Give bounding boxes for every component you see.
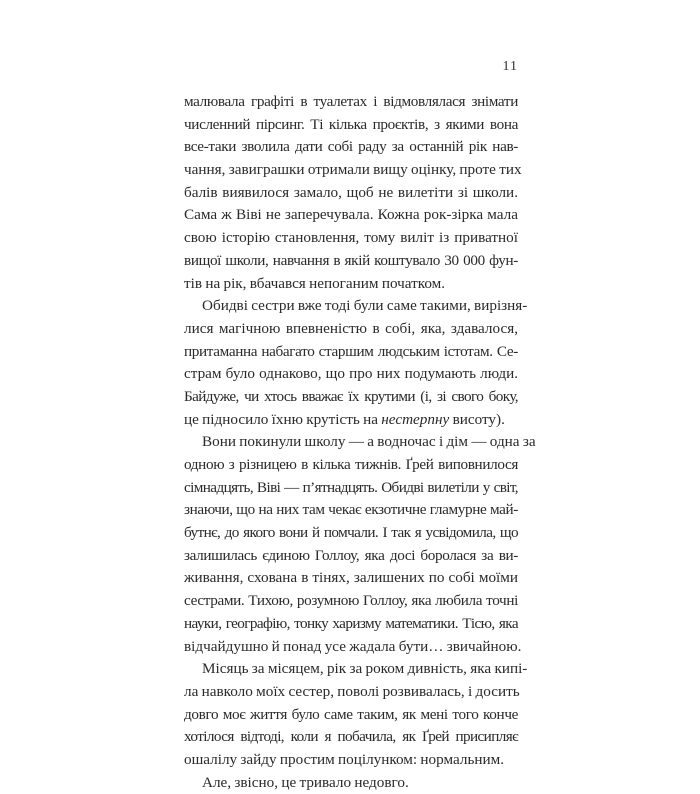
text-line: Байдуже, чи хтось вважає їх крутими (і, зі свого боку, — [184, 387, 518, 405]
text-line: сестрами. Тихою, розумною Голлоу, яка любила точні — [184, 592, 518, 610]
text-line: Але, звісно, це тривало недовго. — [202, 773, 409, 791]
page-number: 11 — [502, 59, 518, 74]
text-line: вищої школи, навчання в якій коштувало 30 000 фун- — [184, 251, 518, 269]
text-line: лися магічною впевненістю в собі, яка, здавалося, — [184, 319, 518, 337]
text-line: ла навколо моїх сестер, поволі розвивалась, і досить — [184, 682, 520, 700]
text-line: численний пірсинг. Ті кілька проєктів, з якими вона — [184, 115, 518, 133]
body-text — [184, 91, 536, 794]
text-line: Місяць за місяцем, рік за роком дивність, яка кипі- — [202, 660, 528, 678]
text-line: балів виявилося замало, щоб не вилетіти зі школи. — [184, 183, 518, 201]
text-line: залишилась єдиною Голлоу, яка досі боролася за ви- — [184, 546, 518, 564]
text-line: свою історію становлення, тому виліт із приватної — [184, 229, 518, 247]
text-line: хотілося відтоді, коли я побачила, як Ґрей присипляє — [184, 728, 518, 746]
text-line — [184, 409, 518, 432]
text-line: одною з різницею в кілька тижнів. Ґрей виповнилося — [184, 456, 518, 473]
text-line: все-таки зволила дати собі раду за останній рік нав- — [184, 138, 518, 156]
text-line: бутнє, до якого вони й помчали. І так я усвідомила, що — [184, 524, 518, 542]
text-line: відчайдушно й понад усе жадала бути… звичайною. — [184, 637, 522, 655]
text-line: страм було однаково, що про них подумають люди. — [184, 365, 518, 383]
text-line: Вони покинули школу — а водночас і дім — одна за — [202, 433, 536, 451]
text-line: знаючи, що на них там чекає екзотичне гламурне май- — [184, 501, 518, 519]
text-line: Сама ж Віві не заперечувала. Кожна рок-зірка мала — [184, 206, 518, 224]
text-line: ошалілу зайду простим поцілунком: нормальним. — [184, 750, 505, 768]
text-line: Обидві сестри вже тоді були саме такими, вирізня- — [202, 297, 528, 315]
text-line: тів на рік, вбачався непоганим початком. — [184, 274, 446, 292]
italic-emphasis: нестерпну — [381, 410, 450, 428]
text-line: живання, схована в тінях, залишених по собі моїми — [184, 569, 518, 587]
text-line: малювала графіті в туалетах і відмовлялася знімати — [184, 93, 518, 110]
text-segment: висоту). — [449, 410, 505, 428]
text-line: довго моє життя було саме таким, як мені того конче — [184, 705, 518, 723]
text-line: притаманна набагато старшим людським істотам. Се- — [184, 342, 518, 360]
text-line: сімнадцять, Віві — п’ятнадцять. Обидві вилетіли у світ, — [184, 478, 518, 496]
text-line: науки, географію, тонку харизму математики. Тісю, яка — [184, 614, 518, 632]
text-segment: це підносило їхню крутість на — [184, 410, 382, 428]
text-line: чання, завиграшки отримали вищу оцінку, проте тих — [184, 161, 522, 179]
